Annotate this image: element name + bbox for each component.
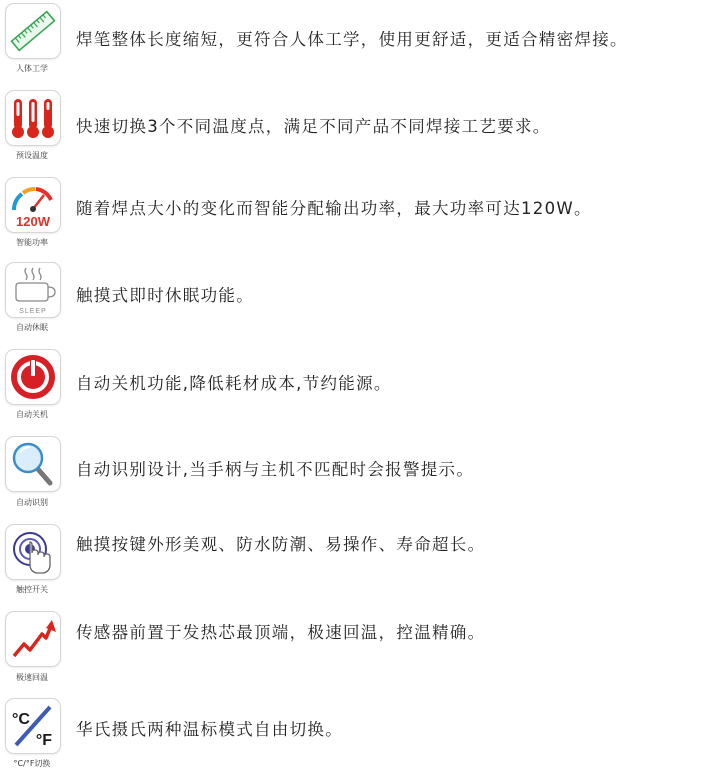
power-gauge-icon xyxy=(5,177,61,233)
fast-heat-arrow-icon xyxy=(5,611,61,667)
sleep-cup-icon xyxy=(5,262,61,318)
feature-text: 华氏摄氏两种温标模式自由切换。 xyxy=(76,720,343,739)
feature-text: 焊笔整体长度缩短，更符合人体工学，使用更舒适，更适合精密焊接。 xyxy=(76,30,628,49)
feature-text: 触摸式即时休眠功能。 xyxy=(76,286,254,305)
power-badge: 120W xyxy=(16,214,50,229)
feature-text: 触摸按键外形美观、防水防潮、易操作、寿命超长。 xyxy=(76,535,486,554)
icon-label: 预设温度 xyxy=(16,151,48,160)
feature-text: 快速切换3个不同温度点，满足不同产品不同焊接工艺要求。 xyxy=(76,117,551,136)
power-off-icon xyxy=(5,349,61,405)
icon-label: °C/°F切换 xyxy=(13,759,51,768)
icon-label: 自动识别 xyxy=(16,498,48,507)
touch-icon xyxy=(5,524,61,580)
thermometer-icon xyxy=(5,90,61,146)
icon-label: 自动休眠 xyxy=(16,323,48,332)
icon-label: 触控开关 xyxy=(16,585,48,594)
ruler-icon xyxy=(5,3,61,59)
icon-label: 自动关机 xyxy=(16,410,48,419)
feature-text: 传感器前置于发热芯最顶端，极速回温，控温精确。 xyxy=(76,623,486,642)
feature-text: 随着焊点大小的变化而智能分配输出功率，最大功率可达120W。 xyxy=(76,199,592,218)
celsius-badge: °C xyxy=(12,711,30,728)
temperature-unit-icon xyxy=(5,698,61,754)
feature-text: 自动关机功能,降低耗材成本,节约能源。 xyxy=(76,374,392,393)
icon-label: 智能功率 xyxy=(16,238,48,247)
icon-label: 人体工学 xyxy=(16,64,48,73)
magnifier-icon xyxy=(5,436,61,492)
icon-label: 极速回温 xyxy=(16,673,48,682)
feature-text: 自动识别设计,当手柄与主机不匹配时会报警提示。 xyxy=(76,460,475,479)
sleep-badge: SLEEP xyxy=(19,308,47,315)
fahrenheit-badge: °F xyxy=(35,732,53,749)
